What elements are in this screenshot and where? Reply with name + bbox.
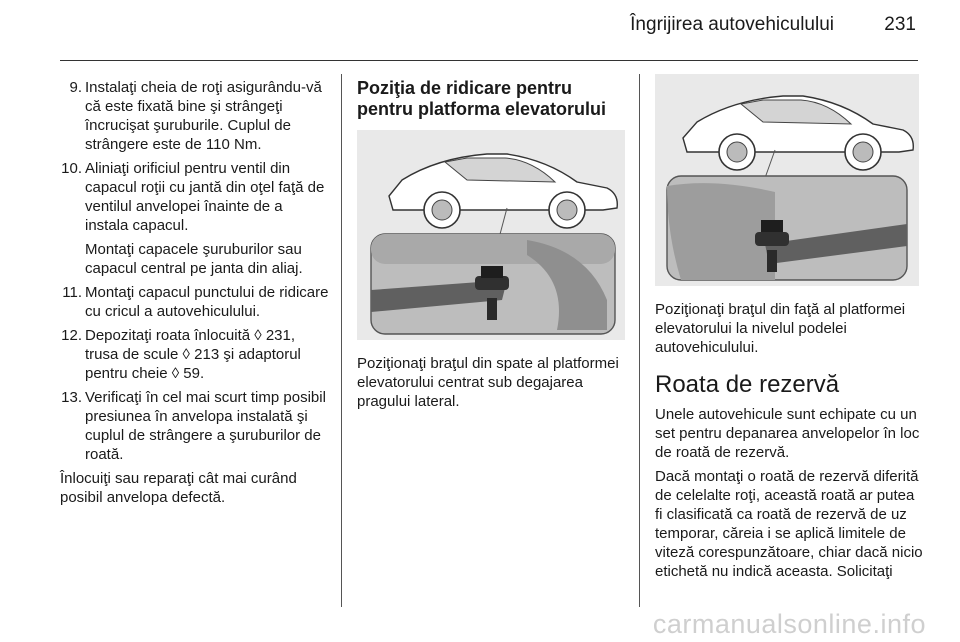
step-item (60, 326, 330, 383)
column-3 (655, 74, 925, 586)
figure-caption: Poziţionaţi braţul din faţă al platformei elevatorului la nivelul podelei autovehiculului. (655, 301, 906, 356)
figure-caption: Poziţionaţi braţul din spate al platformei elevatorului centrat sub degajarea pragului lateral. (357, 355, 619, 410)
step-text: Verificaţi în cel mai scurt timp posibil presiunea în anvelopa instalată şi cuplul de strângere a şuruburilor de roată. (85, 389, 326, 463)
steps-list (60, 78, 330, 464)
column-2 (357, 78, 625, 416)
step-subtext: Montaţi capacele şuruburilor sau capacul central pe janta din aliaj. (85, 241, 303, 277)
step-number: 12. (61, 327, 82, 344)
step-number: 9. (69, 79, 82, 96)
watermark: carmanualsonline.info (652, 609, 926, 639)
column-1 (60, 78, 330, 512)
step-item (60, 159, 330, 278)
column-divider (639, 74, 640, 607)
page-number: 231 (884, 14, 916, 35)
front-lift-point-illustration (655, 74, 919, 286)
step-text: Depozitaţi roata înlocuită ◊ 231, trusa de scule ◊ 213 şi adaptorul pentru cheie ◊ 59. (85, 327, 301, 382)
paragraph: Dacă montaţi o roată de rezervă diferită de celelalte roţi, această roată ar putea fi clasificată ca roată de rezervă de uz temporar, căreia i se aplică limitele de viteză corespunzătoare, chiar dacă nicio etichetă nu indică aceasta. Solicitaţi (655, 468, 923, 580)
step-text: Montaţi capacul punctului de ridicare cu cricul a autovehiculului. (85, 284, 329, 320)
step-item (60, 283, 330, 321)
column-divider (341, 74, 342, 607)
step-text: Aliniaţi orificiul pentru ventil din capacul roţii cu jantă din oţel faţă de ventilul anvelopei înainte de a instala capacul. (85, 160, 325, 234)
step-text: Instalaţi cheia de roţi asigurându-vă că este fixată bine şi strângeţi încrucişat şuruburile. Cuplul de strângere este de 110 Nm. (85, 79, 322, 153)
running-header-title: Îngrijirea autovehiculului (630, 14, 834, 35)
section-title: Roata de rezervă (655, 371, 840, 398)
closing-paragraph: Înlocuiţi sau reparaţi cât mai curând posibil anvelopa defectă. (60, 470, 297, 506)
step-number: 13. (61, 389, 82, 406)
section-heading: Poziţia de ridicare pentru pentru platforma elevatorului (357, 78, 607, 119)
step-number: 11. (62, 284, 82, 301)
header-rule (60, 60, 918, 61)
step-item (60, 78, 330, 154)
rear-lift-point-illustration (357, 130, 625, 340)
paragraph: Unele autovehicule sunt echipate cu un set pentru depanarea anvelopelor în loc de roată de rezervă. (655, 406, 920, 461)
step-number: 10. (61, 160, 82, 177)
step-item (60, 388, 330, 464)
